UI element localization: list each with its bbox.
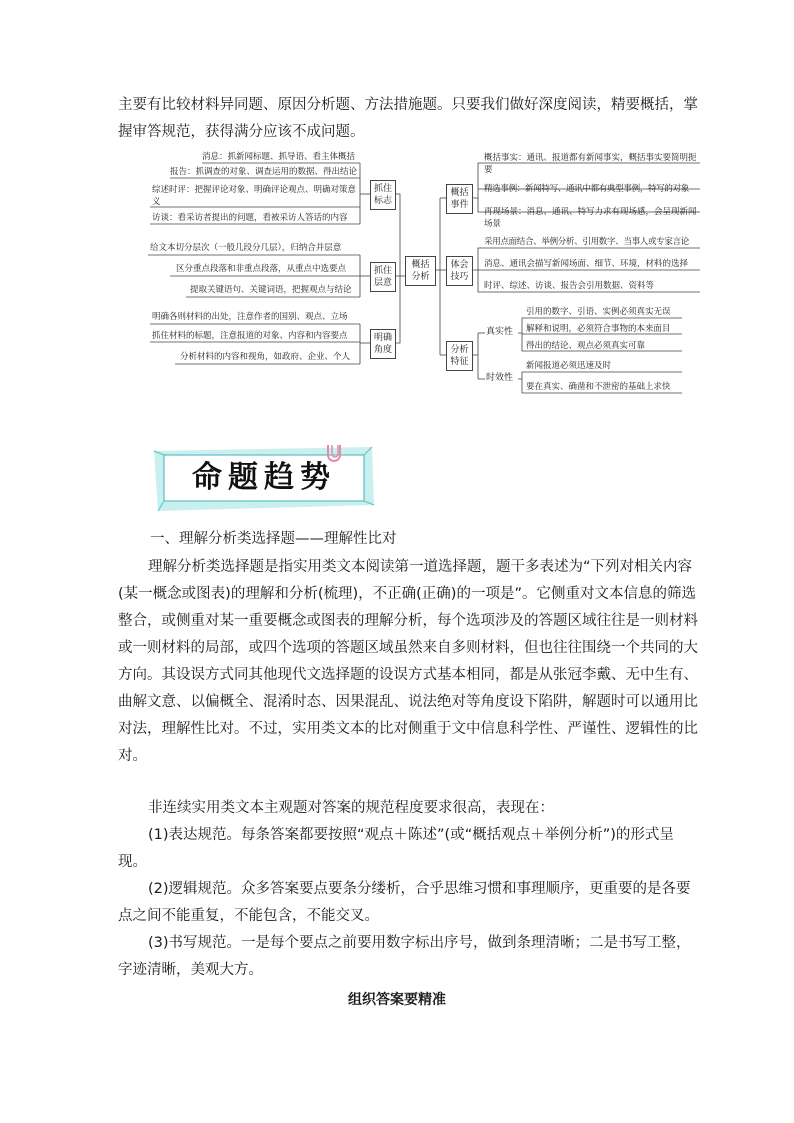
- p2-line-4: (2)逻辑规范。众多答案要点要条分缕析，合乎思维习惯和事理顺序，更重要的是各要: [148, 881, 691, 897]
- mm-real-item2: 解释和说明，必须符合事物的本来面目: [526, 324, 671, 334]
- mm-right1-item3: 再现场景：消息、通讯、特写力求有现场感，会呈现新闻场景: [484, 207, 697, 229]
- node-tihui-jiqiao: 体会技巧: [446, 256, 473, 286]
- section-title-card: [150, 445, 378, 513]
- paragraph-1: [118, 554, 698, 770]
- mm-left1-item2: 报告：抓调查的对象、调查运用的数据、得出结论: [170, 167, 358, 177]
- p2-line-3: 现。: [118, 854, 147, 870]
- mm-right2-item1: 采用点面结合、举例分析、引用数字、当事人或专家言论: [484, 237, 690, 247]
- p2-line-5: 点之间不能重复，不能包含，不能交叉。: [118, 908, 379, 924]
- mm-left2-item2: 区分重点段落和非重点段落，从重点中选要点: [176, 264, 347, 274]
- mind-map-connectors: [0, 0, 794, 410]
- mm-subgroup-zhenshixing: 真实性: [486, 327, 514, 337]
- mm-right1-item2: 精选事例：新闻特写、通讯中都有典型事例，特写的对象: [484, 184, 690, 194]
- mm-real-item1: 引用的数字、引语、实例必须真实无误: [526, 307, 671, 317]
- p2-line-2: (1)表达规范。每条答案都要按照“观点＋陈述”(或“概括观点＋举例分析”)的形式呈: [148, 827, 674, 843]
- section-title: 命题趋势: [192, 460, 336, 495]
- node-gaikuo-shijian: 概括事件: [446, 184, 473, 214]
- heading-1-text: 一、理解分析类选择题——理解性比对: [150, 531, 397, 547]
- mm-left1-item3: 综述时评：把握评论对象、明确评论观点、明确对策意义: [152, 185, 357, 207]
- node-center: 概括分析: [405, 256, 436, 286]
- node-fenxi-tezheng: 分析特征: [446, 341, 473, 371]
- mm-time-item2: 要在真实、确凿和不泄密的基础上求快: [526, 382, 671, 392]
- p1-line-3: 整合，或侧重对某一重要概念或图表的理解分析，每个选项涉及的答题区域往往是一则材料: [118, 613, 698, 629]
- p2-line-1: 非连续实用类文本主观题对答案的规范程度要求很高，表现在：: [148, 800, 554, 816]
- p1-line-6: 曲解文意、以偏概全、混淆时态、因果混乱、说法绝对等角度设下陷阱，解题时可以通用比: [118, 694, 698, 710]
- p2-line-6: (3)书写规范。一是每个要点之前要用数字标出序号，做到条理清晰；二是书写工整，: [148, 935, 691, 951]
- mm-left3-item2: 抓住材料的标题，注意报道的对象、内容和内容要点: [152, 331, 348, 341]
- mm-right2-item3: 时评、综述、访谈、报告会引用数据、资料等: [484, 281, 655, 291]
- heading-1: [150, 526, 690, 553]
- p1-line-1: 理解分析类选择题是指实用类文本阅读第一道选择题，题干多表述为“下列对相关内容: [148, 559, 693, 575]
- mm-left2-item3: 提取关键语句、关键词语，把握观点与结论: [190, 285, 352, 295]
- paragraph-2: [118, 795, 691, 984]
- p2-line-7: 字迹清晰，美观大方。: [118, 962, 263, 978]
- mm-subgroup-shixiaoxing: 时效性: [486, 373, 514, 383]
- intro-line-2: 握审答规范，获得满分应该不成问题。: [118, 124, 365, 140]
- mm-left2-item1: 给文本切分层次（一般几段分几层），归纳合并层意: [150, 243, 342, 253]
- mm-time-item1: 新闻报道必须迅速及时: [526, 361, 612, 371]
- mm-left3-item1: 明确各则材料的出处，注意作者的国别、观点、立场: [152, 312, 348, 322]
- p1-line-2: (某一概念或图表)的理解和分析(梳理)，不正确(正确)的一项是”。它侧重对文本信息的筛选: [118, 586, 696, 602]
- p1-line-8: 对。: [118, 748, 147, 764]
- mm-right1-item1: 概括事实：通讯、报道都有新闻事实，概括事实要简明扼要: [484, 153, 697, 175]
- intro-line-1: 主要有比较材料异同题、原因分析题、方法措施题。只要我们做好深度阅读，精要概括，掌: [118, 97, 698, 113]
- footer-subtitle: 组织答案要精准: [348, 992, 446, 1008]
- p1-line-7: 对法，理解性比对。不过，实用类文本的比对侧重于文中信息科学性、严谨性、逻辑性的比: [118, 721, 698, 737]
- mm-left1-item4: 访谈：看采访者提出的问题，看被采访人答话的内容: [152, 213, 348, 223]
- mm-real-item3: 得出的结论、观点必须真实可靠: [526, 341, 646, 351]
- mm-right2-item2: 消息、通讯会描写新闻场面、细节、环境，材料的选择: [484, 259, 689, 269]
- mm-left1-item1: 消息：抓新闻标题、抓导语、看主体概括: [202, 152, 356, 162]
- node-zhuazhu-cengyi: 抓住层意: [370, 262, 396, 292]
- p1-line-5: 方向。其设误方式同其他现代文选择题的设误方式基本相同，都是从张冠李戴、无中生有、: [118, 667, 698, 683]
- p1-line-4: 或一则材料的局部，或四个选项的答题区域虽然来自多则材料，但也往往围绕一个共同的大: [118, 640, 698, 656]
- node-mingque-jiaodu: 明确角度: [370, 329, 396, 359]
- node-zhuazhu-biaozhi: 抓住标志: [370, 180, 396, 210]
- mm-left3-item3: 分析材料的内容和视角，如政府、企业、个人: [180, 352, 351, 362]
